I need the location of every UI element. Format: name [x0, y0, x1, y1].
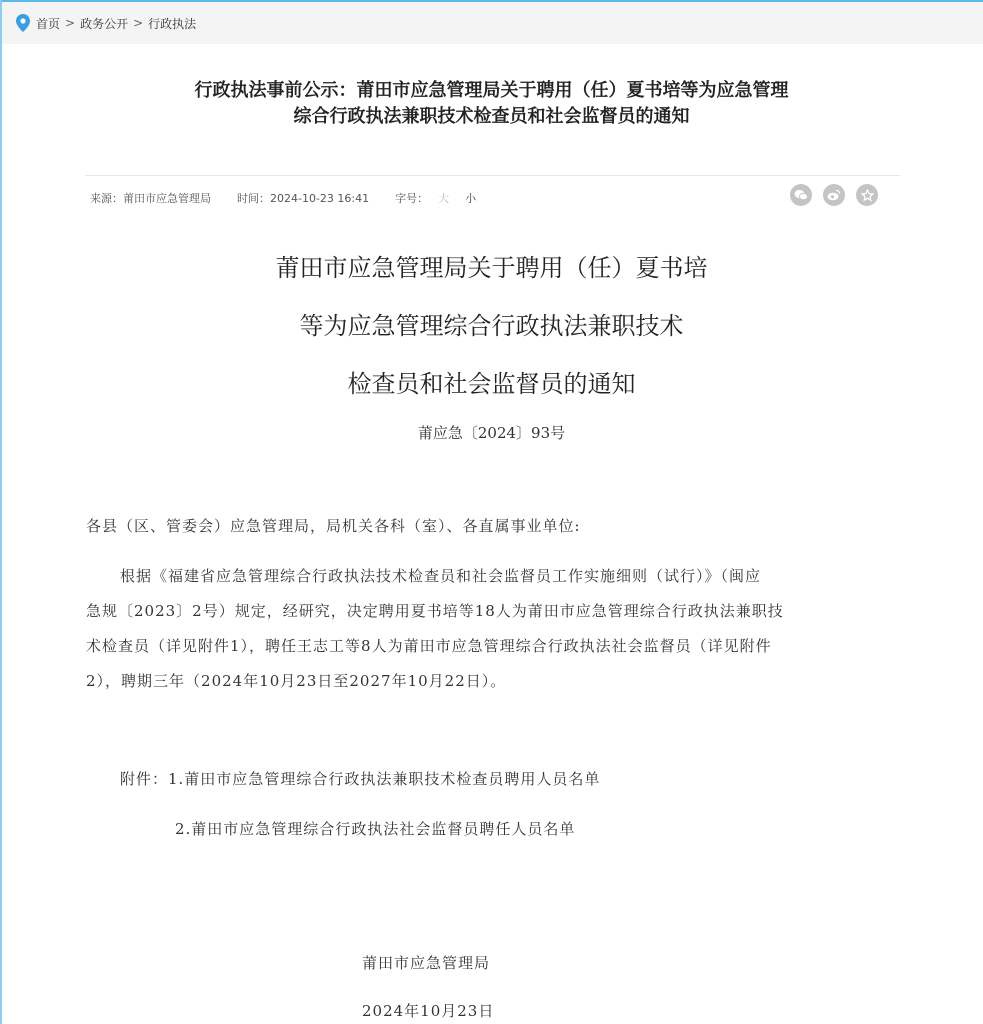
paragraph-line: 急规〔2023〕2号）规定，经研究，决定聘用夏书培等18人为莆田市应急管理综合行政执法兼职技	[86, 602, 784, 620]
paragraph-line: 根据《福建省应急管理综合行政执法技术检查员和社会监督员工作实施细则（试行）》（闽应	[120, 567, 762, 585]
favorite-icon[interactable]	[856, 184, 878, 206]
page-title	[0, 78, 983, 130]
attachment-item: 2.莆田市应急管理综合行政执法社会监督员聘任人员名单	[175, 820, 576, 838]
source-label: 来源：莆田市应急管理局	[90, 192, 211, 205]
breadcrumb-separator: >	[133, 16, 144, 30]
signature: 莆田市应急管理局	[362, 954, 491, 972]
breadcrumb-law-enforcement[interactable]: 行政执法	[148, 16, 197, 31]
share-bar	[790, 184, 878, 206]
article-meta	[90, 190, 476, 206]
page-title-line1: 行政执法事前公示：莆田市应急管理局关于聘用（任）夏书培等为应急管理	[194, 80, 789, 101]
font-size-large-button[interactable]: 大	[438, 192, 450, 205]
paragraph-line: 2），聘期三年（2024年10月23日至2027年10月22日）。	[86, 672, 507, 690]
wechat-icon[interactable]	[790, 184, 812, 206]
weibo-icon[interactable]	[823, 184, 845, 206]
page-title-line2: 综合行政执法兼职技术检查员和社会监督员的通知	[293, 106, 690, 127]
breadcrumb-government-affairs[interactable]: 政务公开	[80, 16, 129, 31]
location-pin-icon	[16, 14, 30, 32]
attachment-item: 附件：1.莆田市应急管理综合行政执法兼职技术检查员聘用人员名单	[120, 770, 601, 788]
document-title-line3: 检查员和社会监督员的通知	[347, 370, 636, 398]
breadcrumb	[2, 2, 983, 44]
breadcrumb-separator: >	[65, 16, 76, 30]
document-title-line2: 等为应急管理综合行政执法兼职技术	[299, 312, 684, 340]
issue-date: 2024年10月23日	[362, 1002, 495, 1020]
breadcrumb-home[interactable]: 首页	[36, 16, 61, 31]
addressee: 各县（区、管委会）应急管理局，局机关各科（室）、各直属事业单位:	[86, 517, 581, 535]
left-border	[0, 0, 2, 1024]
font-size-small-button[interactable]: 小	[465, 192, 477, 205]
divider	[85, 175, 900, 176]
document-number: 莆应急〔2024〕93号	[417, 424, 566, 442]
publish-time: 时间：2024-10-23 16:41	[237, 192, 370, 205]
document-title-line1: 莆田市应急管理局关于聘用（任）夏书培	[275, 254, 708, 282]
paragraph-line: 术检查员（详见附件1），聘任王志工等8人为莆田市应急管理综合行政执法社会监督员（详见附件	[86, 637, 772, 655]
font-size-label: 字号：	[395, 192, 429, 205]
